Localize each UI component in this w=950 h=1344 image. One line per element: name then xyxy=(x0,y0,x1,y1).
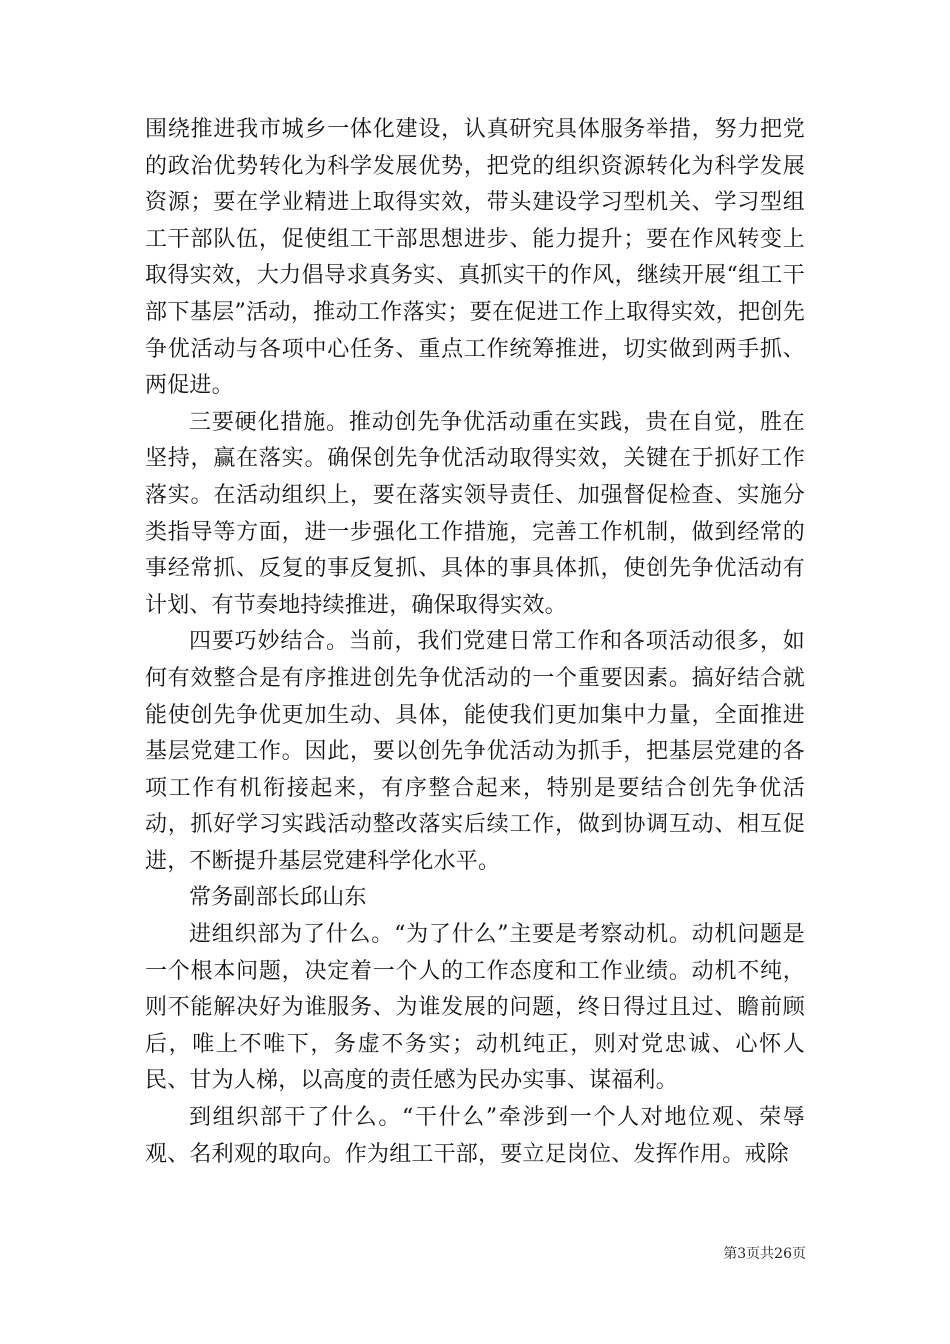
page-number-footer: 第3页共26页 xyxy=(723,1246,806,1262)
paragraph-combine-skillfully: 四要巧妙结合。当前，我们党建日常工作和各项活动很多，如何有效整合是有序推进创先争优活动的一个重要因素。搞好结合就能使创先争优更加生动、具体，能使我们更加集中力量，全面推进基层党建工作。因此，要以创先争优活动为抓手，把基层党建的各项工作有机衔接起来，有序整合起来，特别是要结合创先争优活动，抓好学习实践活动整改落实后续工作，做到协调互动、相互促进，不断提升基层党建科学化水平。 xyxy=(145,629,805,874)
paragraph-motivation: 进组织部为了什么。“为了什么”主要是考察动机。动机问题是一个根本问题，决定着一个人的工作态度和工作业绩。动机不纯，则不能解决好为谁服务、为谁发展的问题，终日得过且过、瞻前顾后，唯上不唯下，务虚不务实；动机纯正，则对党忠诚、心怀人民、甘为人梯，以高度的责任感为民办实事、谋福利。 xyxy=(145,922,805,1094)
speaker-heading: 常务副部长邱山东 xyxy=(189,885,367,911)
paragraph-what-done: 到组织部干了什么。“干什么”牵涉到一个人对地位观、荣辱观、名利观的取向。作为组工干部，要立足岗位、发挥作用。戒除 xyxy=(145,1105,805,1167)
paragraph-harden-measures: 三要硬化措施。推动创先争优活动重在实践，贵在自觉，胜在坚持，赢在落实。确保创先争优活动取得实效，关键在于抓好工作落实。在活动组织上，要在落实领导责任、加强督促检查、实施分类指导等方面，进一步强化工作措施，完善工作机制，做到经常的事经常抓、反复的事反复抓、具体的事具体抓，使创先争优活动有计划、有节奏地持续推进，确保取得实效。 xyxy=(145,409,805,618)
document-body xyxy=(145,112,805,1173)
paragraph-continuation: 围绕推进我市城乡一体化建设，认真研究具体服务举措，努力把党的政治优势转化为科学发展优势，把党的组织资源转化为科学发展资源；要在学业精进上取得实效，带头建设学习型机关、学习型组工干部队伍，促使组工干部思想进步、能力提升；要在作风转变上取得实效，大力倡导求真务实、真抓实干的作风，继续开展“组工干部下基层”活动，推动工作落实；要在促进工作上取得实效，把创先争优活动与各项中心任务、重点工作统筹推进，切实做到两手抓、两促进。 xyxy=(145,117,805,399)
